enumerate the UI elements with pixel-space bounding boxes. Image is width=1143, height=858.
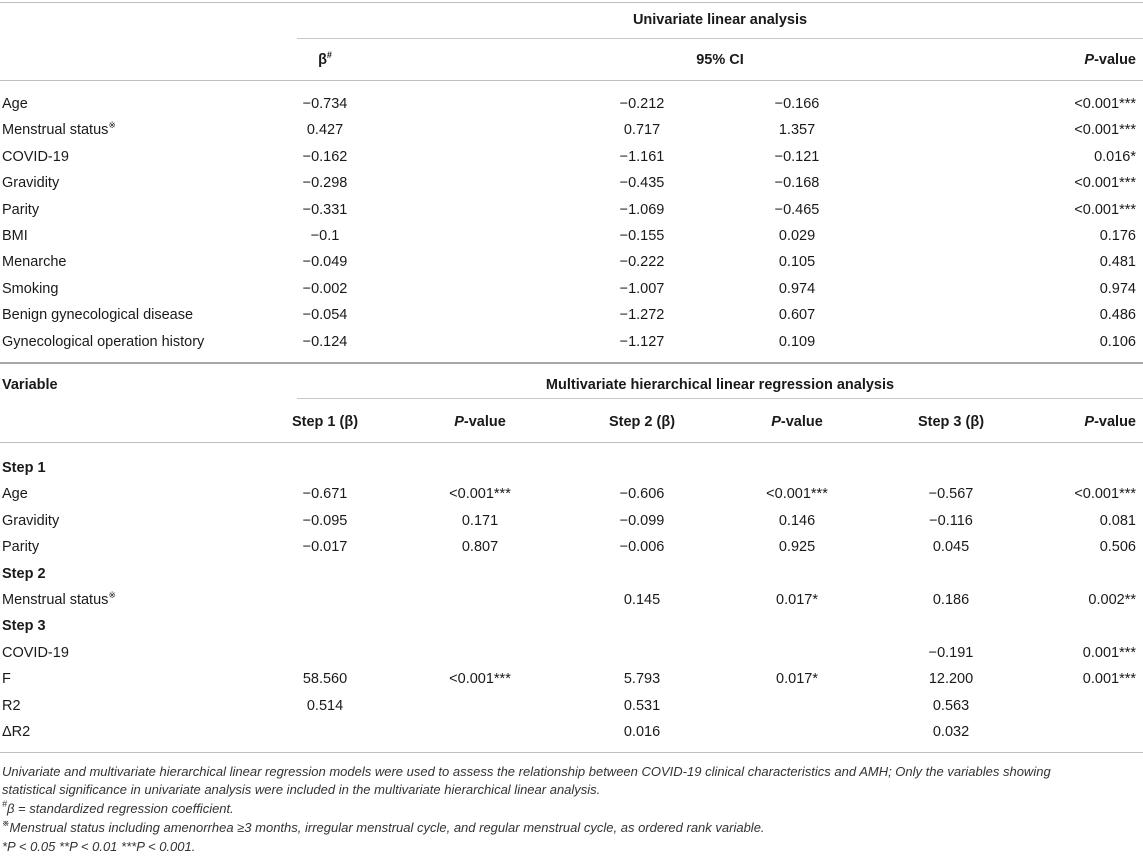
- footnote-main-2: statistical significance in univariate analysis were included in the multivariate hierarchical linear analysis.: [2, 782, 601, 797]
- multivariate-columns-rule: [0, 442, 1143, 443]
- beta-cell: −0.049: [302, 254, 348, 270]
- p-value-cell: 0.176: [1099, 228, 1136, 244]
- footnote-main-1: Univariate and multivariate hierarchical linear regression models were used to assess the relationship between COVID-19 clinical characteristics and AMH; Only the variables showing: [2, 764, 1051, 779]
- step1-p-cell: 0.807: [461, 539, 499, 555]
- section-divider-rule: [0, 362, 1143, 364]
- ci-high-cell: −0.465: [774, 202, 820, 218]
- col-p1: P-value: [454, 414, 506, 430]
- multivariate-header: Multivariate hierarchical linear regression analysis: [545, 377, 895, 393]
- p-value-cell: 0.486: [1099, 307, 1136, 323]
- bottom-rule: [0, 752, 1143, 753]
- ci-high-cell: −0.121: [774, 149, 820, 165]
- step1-beta-cell: −0.017: [302, 539, 348, 555]
- step3-beta-cell: 12.200: [928, 671, 974, 687]
- step1-beta-cell: 0.514: [306, 698, 344, 714]
- row-label: R2: [2, 698, 21, 714]
- step3-beta-cell: 0.563: [932, 698, 970, 714]
- row-label: Benign gynecological disease: [2, 307, 194, 323]
- beta-cell: −0.734: [302, 96, 348, 112]
- step2-p-cell: 0.146: [778, 513, 816, 529]
- col-step2: Step 2 (β): [608, 414, 676, 430]
- step3-p-cell: <0.001***: [1074, 486, 1136, 502]
- step2-p-cell: 0.017*: [776, 592, 818, 608]
- univariate-col-p: P-value: [1084, 52, 1136, 68]
- ci-high-cell: 0.105: [778, 254, 816, 270]
- step3-p-cell: 0.081: [1099, 513, 1136, 529]
- beta-cell: −0.331: [302, 202, 348, 218]
- p-value-cell: 0.016*: [1094, 149, 1136, 165]
- ci-low-cell: 0.717: [623, 122, 661, 138]
- row-label: Gravidity: [2, 513, 60, 529]
- row-label: ΔR2: [2, 724, 31, 740]
- footnote-menstrual: ※Menstrual status including amenorrhea ≥3 months, irregular menstrual cycle, and regular menstrual cycle, as ordered rank variable.: [2, 818, 765, 835]
- p-value-cell: 0.481: [1099, 254, 1136, 270]
- col-step1: Step 1 (β): [291, 414, 359, 430]
- ci-low-cell: −0.212: [619, 96, 665, 112]
- top-rule: [0, 2, 1143, 3]
- ci-high-cell: 0.974: [778, 281, 816, 297]
- univariate-columns-rule: [0, 80, 1143, 81]
- step2-p-cell: 0.925: [778, 539, 816, 555]
- univariate-col-ci: 95% CI: [696, 52, 744, 68]
- variable-header: Variable: [2, 377, 58, 393]
- ci-low-cell: −0.222: [619, 254, 665, 270]
- univariate-header-rule: [297, 38, 1143, 39]
- step3-beta-cell: 0.032: [932, 724, 970, 740]
- p-value-cell: <0.001***: [1074, 96, 1136, 112]
- beta-cell: −0.162: [302, 149, 348, 165]
- row-label: Gynecological operation history: [2, 334, 205, 350]
- univariate-header: Univariate linear analysis: [632, 12, 808, 28]
- step-heading: Step 1: [2, 460, 46, 476]
- step3-p-cell: 0.506: [1099, 539, 1136, 555]
- ci-high-cell: 1.357: [778, 122, 816, 138]
- footnote-beta: #β = standardized regression coefficient.: [2, 799, 234, 816]
- ci-low-cell: −0.435: [619, 175, 665, 191]
- row-label: Smoking: [2, 281, 59, 297]
- step2-beta-cell: −0.006: [619, 539, 665, 555]
- step2-beta-cell: 5.793: [623, 671, 661, 687]
- ci-high-cell: −0.166: [774, 96, 820, 112]
- step-heading: Step 2: [2, 566, 46, 582]
- row-label: Menstrual status※: [2, 120, 116, 138]
- step2-beta-cell: 0.016: [623, 724, 661, 740]
- ci-low-cell: −1.069: [619, 202, 665, 218]
- p-value-cell: 0.974: [1099, 281, 1136, 297]
- ci-low-cell: −1.161: [619, 149, 665, 165]
- step2-p-cell: 0.017*: [776, 671, 818, 687]
- col-step3: Step 3 (β): [917, 414, 985, 430]
- row-label: Menarche: [2, 254, 67, 270]
- step2-beta-cell: 0.531: [623, 698, 661, 714]
- univariate-col-beta: β#: [318, 50, 332, 68]
- step2-beta-cell: −0.099: [619, 513, 665, 529]
- beta-cell: −0.054: [302, 307, 348, 323]
- step2-p-cell: <0.001***: [766, 486, 828, 502]
- ci-low-cell: −1.127: [619, 334, 665, 350]
- col-p2: P-value: [771, 414, 823, 430]
- step3-beta-cell: −0.116: [929, 513, 973, 529]
- row-label: Menstrual status※: [2, 590, 116, 608]
- beta-cell: −0.298: [302, 175, 348, 191]
- step3-beta-cell: 0.186: [932, 592, 970, 608]
- row-label: COVID-19: [2, 149, 69, 165]
- p-value-cell: 0.106: [1099, 334, 1136, 350]
- beta-cell: −0.1: [310, 228, 340, 244]
- p-value-cell: <0.001***: [1074, 202, 1136, 218]
- ci-high-cell: 0.029: [778, 228, 816, 244]
- row-label: BMI: [2, 228, 28, 244]
- row-label: Age: [2, 486, 28, 502]
- ci-low-cell: −0.155: [619, 228, 665, 244]
- step3-beta-cell: 0.045: [932, 539, 970, 555]
- step1-p-cell: 0.171: [461, 513, 499, 529]
- step1-beta-cell: 58.560: [302, 671, 348, 687]
- step1-p-cell: <0.001***: [449, 486, 511, 502]
- row-label: Gravidity: [2, 175, 60, 191]
- beta-cell: −0.002: [302, 281, 348, 297]
- row-label: Parity: [2, 202, 40, 218]
- step-heading: Step 3: [2, 618, 46, 634]
- step1-p-cell: <0.001***: [449, 671, 511, 687]
- row-label: COVID-19: [2, 645, 69, 661]
- ci-low-cell: −1.007: [619, 281, 665, 297]
- ci-high-cell: 0.607: [778, 307, 816, 323]
- multivariate-header-rule: [297, 398, 1143, 399]
- beta-cell: −0.124: [302, 334, 348, 350]
- step3-p-cell: 0.002**: [1088, 592, 1136, 608]
- step3-beta-cell: −0.567: [928, 486, 974, 502]
- p-value-cell: <0.001***: [1074, 175, 1136, 191]
- ci-high-cell: −0.168: [774, 175, 820, 191]
- row-label: F: [2, 671, 11, 687]
- row-label: Parity: [2, 539, 40, 555]
- step2-beta-cell: −0.606: [619, 486, 665, 502]
- col-p3: P-value: [1084, 414, 1136, 430]
- beta-cell: 0.427: [306, 122, 344, 138]
- row-label: Age: [2, 96, 28, 112]
- step1-beta-cell: −0.095: [302, 513, 348, 529]
- footnote-significance: *P < 0.05 **P < 0.01 ***P < 0.001.: [2, 839, 196, 854]
- ci-high-cell: 0.109: [778, 334, 816, 350]
- step3-p-cell: 0.001***: [1082, 645, 1136, 661]
- ci-low-cell: −1.272: [619, 307, 665, 323]
- step3-beta-cell: −0.191: [928, 645, 974, 661]
- step2-beta-cell: 0.145: [623, 592, 661, 608]
- p-value-cell: <0.001***: [1074, 122, 1136, 138]
- step3-p-cell: 0.001***: [1082, 671, 1136, 687]
- step1-beta-cell: −0.671: [302, 486, 348, 502]
